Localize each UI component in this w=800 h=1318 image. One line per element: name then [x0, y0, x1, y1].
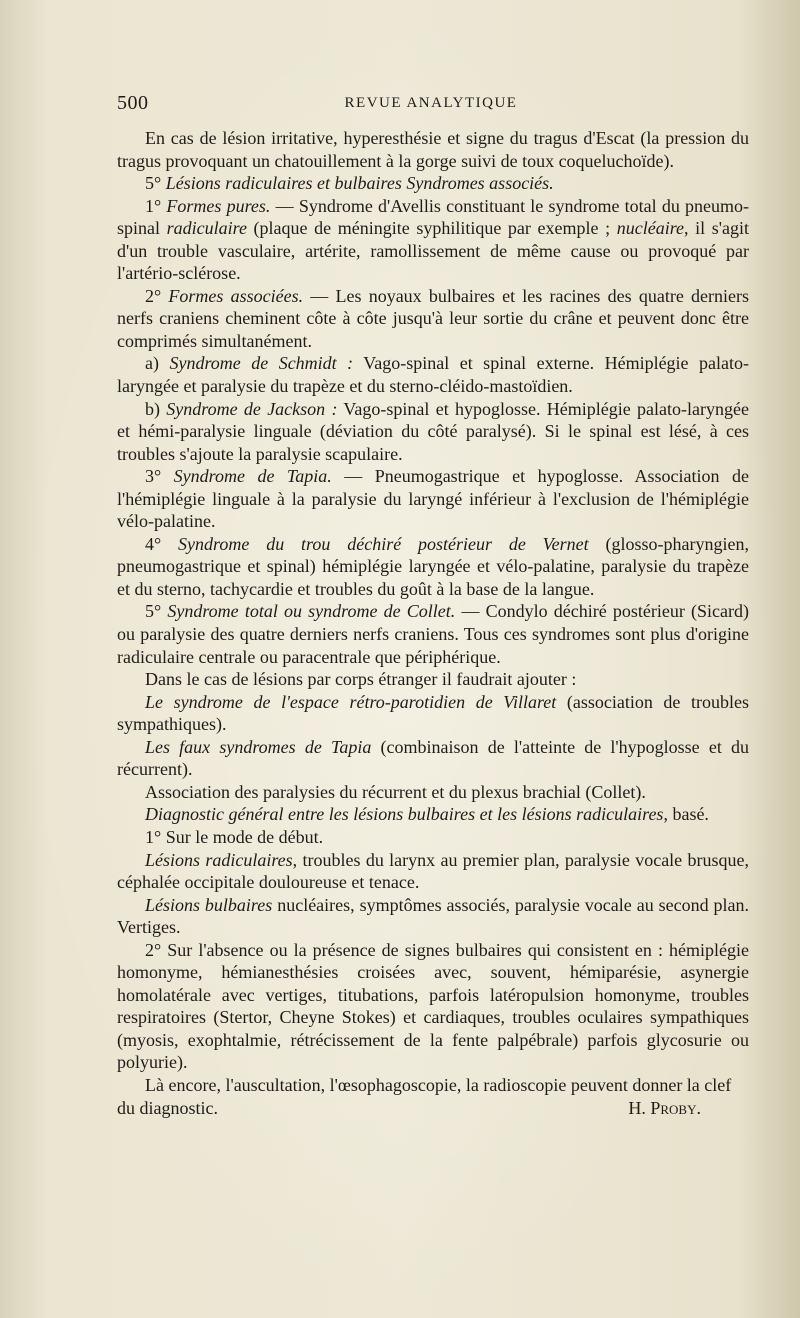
- text-run: 1°: [145, 195, 167, 216]
- text-run: 3°: [145, 466, 174, 487]
- italic-text: Formes pures.: [166, 195, 271, 216]
- text-run: — Condylo déchiré postérieur (Sicard) ou paralysie des quatre derniers nerfs craniens. Tous ces syndromes sont plus d'origine radiculaire centrale ou paracentrale que périphérique.: [117, 601, 749, 667]
- italic-text: nucléaire: [616, 218, 685, 239]
- text-run: (glosso-pharyngien, pneumogastrique et spinal) hémiplégie laryngée et vélo-palatine, paralysie du trapèze et du sterno, tachycardie et troubles du goût à la base de la langue.: [117, 533, 749, 599]
- text-run: 1° Sur le mode de début.: [145, 826, 324, 847]
- running-title: REVUE ANALYTIQUE: [344, 95, 518, 111]
- page-header: [117, 92, 745, 116]
- italic-text: Syndrome total ou syndrome de Collet.: [167, 601, 456, 622]
- paragraph: [117, 398, 749, 466]
- text-run: (association de troubles sympathiques).: [117, 691, 749, 735]
- text-run: 5°: [145, 601, 168, 622]
- paragraph: [117, 533, 749, 601]
- text-run: 4°: [145, 533, 179, 554]
- paragraph: [117, 600, 749, 668]
- text-run: Vago-spinal et spinal externe. Hémiplégie palato-laryngée et paralysie du trapèze et du sterno-cléido-mastoïdien.: [117, 353, 749, 397]
- text-run: , il s'agit d'un trouble vasculaire, artérite, ramollissement de même cause ou provoqué par l'artério-sclérose.: [117, 218, 749, 284]
- paragraph: [117, 781, 749, 804]
- italic-text: Les faux syndromes de Tapia: [145, 736, 372, 757]
- italic-text: Lésions radiculaires: [145, 849, 293, 870]
- paragraph: [117, 939, 749, 1074]
- italic-text: Diagnostic général entre les lésions bulbaires et les lésions radiculaires: [145, 804, 664, 825]
- paragraph: [117, 285, 749, 353]
- paragraph: [117, 127, 749, 172]
- text-run: Dans le cas de lésions par corps étranger il faudrait ajouter :: [145, 669, 577, 690]
- paragraph: [117, 736, 749, 781]
- paragraph: [117, 668, 749, 691]
- article-body: [117, 127, 749, 1119]
- author-signature: H. Proby.: [628, 1097, 701, 1118]
- italic-text: Lésions bulbaires: [145, 894, 273, 915]
- text-run: Là encore, l'auscultation, l'œsophagoscopie, la radioscopie peuvent donner la clef du diagnostic.: [117, 1074, 732, 1118]
- text-run: a): [145, 353, 170, 374]
- text-run: En cas de lésion irritative, hyperesthésie et signe du tragus d'Escat (la pression du tragus provoquant un chatouillement à la gorge suivi de toux coqueluchoïde).: [117, 128, 749, 171]
- text-run: 5°: [145, 173, 166, 194]
- text-run: — Pneumogastrique et hypoglosse. Association de l'hémiplégie linguale à la paralysie du laryngé inférieur à l'exclusion de l'hémiplégie vélo-palatine.: [117, 466, 749, 532]
- text-run: — Syndrome d'Avellis constituant le syndrome total du pneumo-spinal: [117, 195, 750, 239]
- italic-text: radiculaire: [166, 218, 247, 239]
- paragraph: [117, 172, 749, 195]
- paragraph: [117, 195, 749, 285]
- italic-text: Syndrome du trou déchiré postérieur de Vernet: [178, 533, 589, 554]
- text-run: Vago-spinal et hypoglosse. Hémiplégie palato-laryngée et hémi-paralysie linguale (déviation du côté paralysé). Si le spinal est lésé, à ces troubles s'ajoute la paralysie scapulaire.: [117, 398, 749, 464]
- italic-text: Le syndrome de l'espace rétro-parotidien de Villaret: [145, 691, 557, 712]
- text-run: (plaque de méningite syphilitique par exemple ;: [246, 218, 617, 239]
- text-run: Association des paralysies du récurrent et du plexus brachial (Collet).: [145, 781, 646, 802]
- paragraph: [117, 352, 749, 397]
- text-run: nucléaires, symptômes associés, paralysie vocale au second plan. Vertiges.: [117, 894, 750, 938]
- text-run: , troubles du larynx au premier plan, paralysie vocale brusque, céphalée occipitale douloureuse et tenace.: [117, 849, 749, 893]
- italic-text: Lésions radiculaires et bulbaires Syndromes associés.: [165, 173, 554, 194]
- paragraph: [117, 1074, 749, 1119]
- text-run: 2°: [145, 285, 169, 306]
- text-run: , basé.: [663, 804, 709, 825]
- paragraph: [117, 849, 749, 894]
- text-run: — Les noyaux bulbaires et les racines des quatre derniers nerfs craniens cheminent côte à côte jusqu'à leur sortie du crâne et peuvent donc être comprimés simultanément.: [117, 285, 749, 351]
- italic-text: Syndrome de Schmidt :: [169, 353, 354, 374]
- paragraph: [117, 691, 749, 736]
- paragraph: [117, 826, 749, 849]
- page-number: 500: [117, 92, 149, 114]
- text-run: b): [145, 398, 167, 419]
- text-run: (combinaison de l'atteinte de l'hypoglosse et du récurrent).: [117, 736, 749, 780]
- paragraph: [117, 465, 749, 533]
- paragraph: [117, 803, 749, 826]
- text-run: 2° Sur l'absence ou la présence de signes bulbaires qui consistent en : hémiplégie homonyme, hémianesthésies croisées avec, souvent, hémiparésie, asynergie homolatérale avec vertiges, titubations, parfois latéropulsion homonyme, troubles respiratoires (Stertor, Cheyne Stokes) et cardiaques, troubles oculaires sympathiques (myosis, exophtalmie, rétrécissement de la fente palpébrale) parfois glycosurie ou polyurie).: [117, 939, 749, 1073]
- italic-text: Syndrome de Tapia.: [173, 466, 332, 487]
- italic-text: Syndrome de Jackson :: [166, 398, 338, 419]
- italic-text: Formes associées.: [168, 285, 304, 306]
- paragraph: [117, 894, 749, 939]
